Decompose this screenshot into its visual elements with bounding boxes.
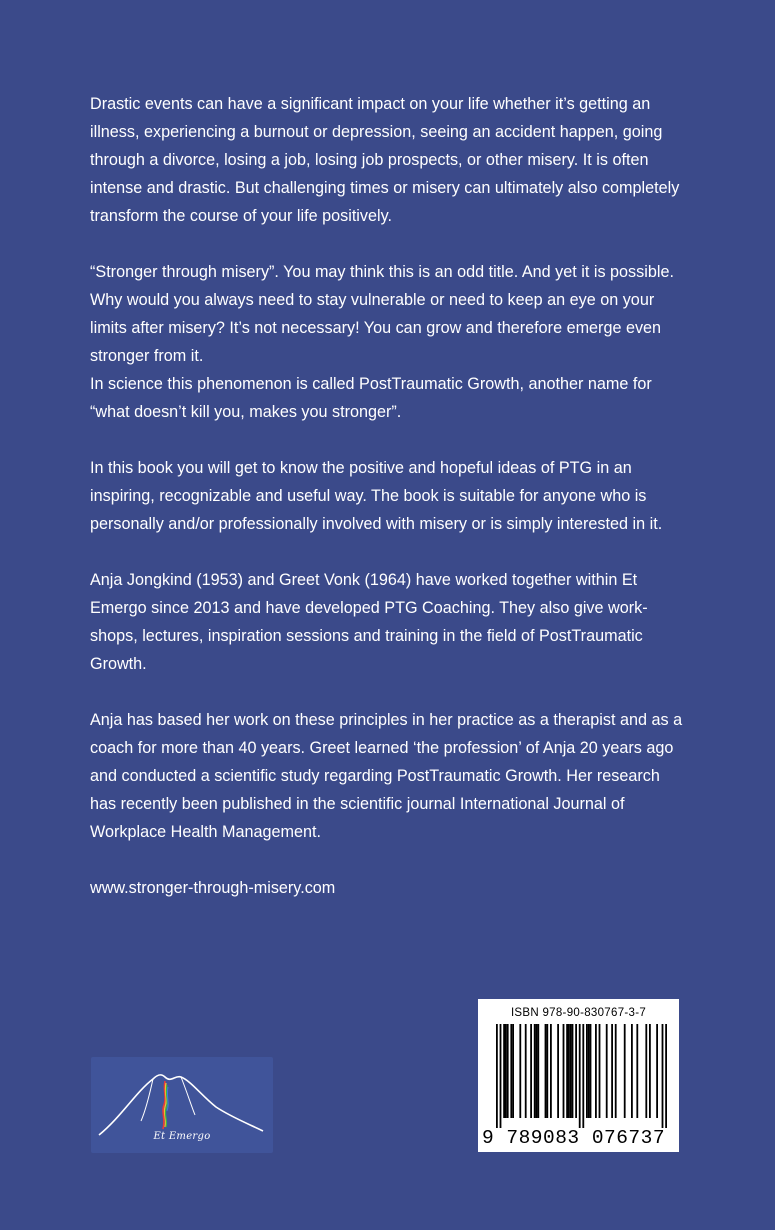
barcode-bar	[530, 1024, 532, 1118]
paragraph-science: In science this phenomenon is called PostTraumatic Growth, another name for “what doesn’t kill you, makes you stronger”.	[90, 375, 652, 421]
paragraph-title-line: “Stronger through misery”. You may think this is an odd title. And yet it is possible.	[90, 263, 674, 281]
barcode-bar	[595, 1024, 597, 1118]
barcode-bar	[606, 1024, 608, 1118]
barcode-bar	[590, 1024, 592, 1118]
paragraph-book: In this book you will get to know the positive and hopeful ideas of PTG in an inspiring, recognizable and useful way. The book is suitable for anyone who is personally and/or professionally involved with misery or is simply interested in it.	[90, 459, 663, 533]
barcode-bar	[631, 1024, 633, 1118]
barcode-bar	[649, 1024, 651, 1118]
barcode-bar	[536, 1024, 538, 1118]
barcode-bar	[568, 1024, 570, 1118]
barcode-bar	[545, 1024, 547, 1118]
paragraph-authors: Anja Jongkind (1953) and Greet Vonk (1964) have worked together within Et Emergo since 2013 and have developed PTG Coaching. They also give work-shops, lectures, inspiration sessions and training in the field of PostTraumatic Growth.	[90, 571, 648, 673]
isbn-label: ISBN 978-90-830767-3-7	[510, 1007, 647, 1019]
paragraph-anja: Anja has based her work on these principles in her practice as a therapist and as a coach for more than 40 years. Greet learned ‘the profession’ of Anja 20 years ago and conducted a scientific study regarding PostTraumatic Growth. Her research has recently been published in the scientific journal International Journal of Workplace Health Management.	[90, 711, 683, 841]
barcode-bar	[582, 1024, 584, 1128]
back-cover-text	[90, 90, 690, 930]
et-emergo-logo	[91, 1057, 273, 1153]
barcode-bar	[572, 1024, 574, 1118]
barcode-bar	[519, 1024, 521, 1118]
isbn-barcode	[478, 999, 679, 1152]
barcode-bar	[546, 1024, 548, 1118]
barcode-bar	[636, 1024, 638, 1118]
barcode-bar	[662, 1024, 664, 1128]
ean-digits: 9 789083 076737	[482, 1127, 666, 1149]
barcode-bar	[615, 1024, 617, 1118]
logo-text: Et Emergo	[153, 1131, 211, 1142]
paragraph-vulnerable: Why would you always need to stay vulnerable or need to keep an eye on your limits after misery? It’s not necessary! You can grow and therefore emerge even stronger from it.	[90, 291, 662, 365]
barcode-bar	[496, 1024, 498, 1128]
barcode-bar	[503, 1024, 505, 1118]
barcode-bar	[505, 1024, 507, 1118]
barcode-bar	[507, 1024, 509, 1118]
barcode-bar	[579, 1024, 581, 1128]
barcode-bar	[570, 1024, 572, 1118]
barcode-bar	[500, 1024, 502, 1128]
barcode-bar	[586, 1024, 588, 1118]
barcode-bar	[624, 1024, 626, 1118]
barcode-bar	[563, 1024, 565, 1118]
barcode-bar	[550, 1024, 552, 1118]
barcode-bar	[665, 1024, 667, 1128]
barcode-bar	[510, 1024, 512, 1118]
barcode-bar	[656, 1024, 658, 1118]
website-url: www.stronger-through-misery.com	[90, 879, 336, 897]
barcode-bar	[575, 1024, 577, 1118]
barcode-bar	[566, 1024, 568, 1118]
barcode-bar	[599, 1024, 601, 1118]
barcode-bar	[537, 1024, 539, 1118]
barcode-bar	[525, 1024, 527, 1118]
barcode-bar	[534, 1024, 536, 1118]
barcode-bar	[611, 1024, 613, 1118]
barcode-bars	[484, 1024, 673, 1128]
paragraph-intro: Drastic events can have a significant impact on your life whether it’s getting an illness, experiencing a burnout or depression, seeing an accident happen, going through a divorce, losing a job, losing job prospects, or other misery. It is often intense and drastic. But challenging times or misery can ultimately also completely transform the course of your life positively.	[90, 95, 680, 225]
barcode-bar	[557, 1024, 559, 1118]
barcode-bar	[645, 1024, 647, 1118]
barcode-bar	[512, 1024, 514, 1118]
barcode-bar	[588, 1024, 590, 1118]
